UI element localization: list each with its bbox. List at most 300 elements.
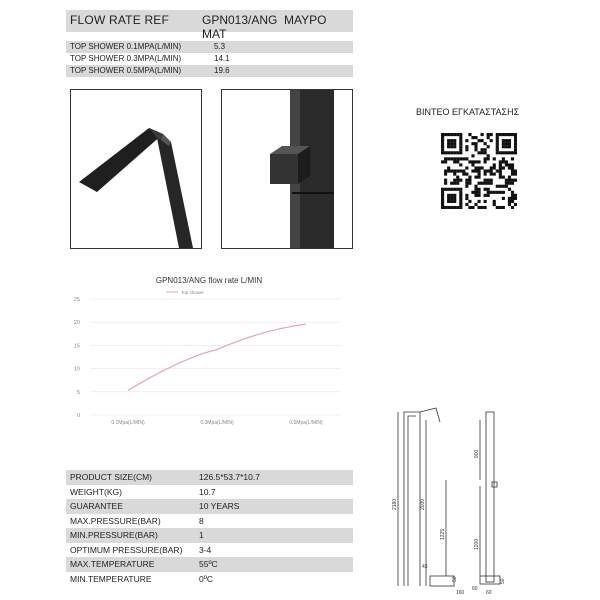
qr-module [444, 173, 447, 176]
qr-module [450, 133, 453, 136]
qr-module [459, 194, 462, 197]
qr-module [459, 169, 462, 172]
qr-module [471, 142, 474, 145]
qr-module [459, 139, 462, 142]
qr-module [453, 157, 456, 160]
qr-module [499, 173, 502, 176]
qr-module [499, 166, 502, 169]
qr-module [459, 142, 462, 145]
qr-module [471, 206, 474, 209]
qr-module [447, 145, 450, 148]
flow-rate-chart [66, 267, 353, 426]
qr-module [514, 145, 517, 148]
qr-module [490, 182, 493, 185]
qr-module [487, 194, 490, 197]
qr-module [511, 163, 514, 166]
flow-rate-value: 19.6 [214, 66, 230, 75]
x-tick-label: 0.1Mpa(L/MIN) [111, 420, 145, 426]
qr-module [511, 151, 514, 154]
qr-module [514, 169, 517, 172]
qr-module [508, 197, 511, 200]
qr-module [481, 206, 484, 209]
qr-module [444, 188, 447, 191]
qr-module [499, 176, 502, 179]
spec-label: WEIGHT(KG) [70, 486, 122, 497]
qr-module [441, 188, 444, 191]
qr-module [447, 200, 450, 203]
qr-module [477, 151, 480, 154]
qr-module [450, 145, 453, 148]
qr-module [453, 169, 456, 172]
qr-module [441, 197, 444, 200]
qr-module [502, 139, 505, 142]
qr-module [505, 139, 508, 142]
qr-module [511, 166, 514, 169]
qr-module [511, 182, 514, 185]
qr-module [477, 191, 480, 194]
chart-svg [66, 267, 353, 426]
qr-module [477, 194, 480, 197]
qr-module [502, 197, 505, 200]
qr-module [450, 200, 453, 203]
product-color: ΜΑΥΡΟ ΜΑΤ [202, 13, 327, 41]
y-tick-label: 5 [76, 389, 80, 396]
qr-module [502, 160, 505, 163]
qr-module [487, 145, 490, 148]
qr-module [459, 188, 462, 191]
y-tick-label: 15 [73, 343, 80, 350]
qr-module [465, 203, 468, 206]
qr-module [511, 157, 514, 160]
qr-module [477, 166, 480, 169]
qr-module [441, 139, 444, 142]
table-row [66, 572, 353, 587]
qr-module [444, 157, 447, 160]
product-photo-column [221, 89, 353, 249]
qr-module [508, 163, 511, 166]
spec-label: MIN.PRESSURE(BAR) [70, 530, 158, 540]
qr-module [496, 148, 499, 151]
qr-module [441, 160, 444, 163]
qr-module [502, 133, 505, 136]
qr-module [484, 160, 487, 163]
qr-module [514, 197, 517, 200]
qr-module [465, 157, 468, 160]
qr-code-graphic [441, 133, 517, 209]
qr-module [508, 188, 511, 191]
qr-module [505, 185, 508, 188]
qr-module [459, 206, 462, 209]
qr-module [447, 188, 450, 191]
spec-label: OPTIMUM PRESSURE(BAR) [70, 544, 183, 555]
qr-module [499, 191, 502, 194]
qr-module [514, 203, 517, 206]
qr-module [499, 185, 502, 188]
qr-module [474, 169, 477, 172]
dim-label: 160 [456, 590, 465, 595]
qr-module [477, 176, 480, 179]
qr-module [444, 179, 447, 182]
spec-value: 0ºC [199, 573, 213, 584]
qr-module [496, 136, 499, 139]
qr-module [441, 151, 444, 154]
flow-rate-table [66, 41, 353, 77]
qr-module [462, 169, 465, 172]
qr-module [511, 133, 514, 136]
product-photo-head [70, 89, 202, 249]
qr-module [453, 182, 456, 185]
qr-module [484, 173, 487, 176]
qr-module [450, 206, 453, 209]
qr-module [487, 136, 490, 139]
qr-module [490, 133, 493, 136]
qr-module [456, 169, 459, 172]
qr-module [465, 179, 468, 182]
qr-module [484, 206, 487, 209]
qr-module [468, 176, 471, 179]
table-row [66, 543, 353, 558]
qr-module [453, 200, 456, 203]
qr-module [441, 133, 444, 136]
qr-module [477, 182, 480, 185]
qr-code-icon[interactable] [441, 133, 517, 214]
qr-module [508, 166, 511, 169]
spec-value: 10.7 [199, 486, 216, 497]
qr-module [481, 133, 484, 136]
qr-module [450, 194, 453, 197]
qr-module [505, 160, 508, 163]
qr-module [465, 173, 468, 176]
qr-module [447, 197, 450, 200]
qr-module [450, 169, 453, 172]
installation-video-label: ΒΙΝΤΕΟ ΕΓΚΑΤΑΣΤΑΣΗΣ [416, 107, 520, 117]
qr-module [441, 191, 444, 194]
qr-module [514, 139, 517, 142]
qr-module [511, 200, 514, 203]
qr-module [487, 182, 490, 185]
qr-module [477, 188, 480, 191]
qr-module [502, 145, 505, 148]
qr-module [514, 148, 517, 151]
qr-module [444, 151, 447, 154]
chart-title: GPN013/ANG flow rate L/MIN [155, 276, 263, 285]
qr-module [468, 206, 471, 209]
qr-module [514, 151, 517, 154]
qr-module [477, 200, 480, 203]
spec-value: 126.5*53.7*10.7 [199, 472, 260, 482]
qr-module [493, 166, 496, 169]
qr-module [511, 179, 514, 182]
qr-module [462, 173, 465, 176]
qr-module [441, 206, 444, 209]
qr-module [493, 157, 496, 160]
qr-module [450, 151, 453, 154]
qr-module [459, 191, 462, 194]
qr-module [481, 182, 484, 185]
spec-label: GUARANTEE [70, 501, 123, 511]
spec-value: 10 YEARS [199, 501, 240, 511]
qr-module [441, 136, 444, 139]
qr-module [496, 139, 499, 142]
dim-label: 50 [452, 576, 458, 582]
qr-module [474, 185, 477, 188]
dim-label: 1200 [474, 538, 480, 550]
qr-module [450, 139, 453, 142]
y-tick-label: 20 [73, 320, 80, 327]
qr-module [508, 176, 511, 179]
qr-module [496, 142, 499, 145]
qr-module [484, 148, 487, 151]
qr-module [487, 188, 490, 191]
qr-module [474, 136, 477, 139]
qr-module [453, 145, 456, 148]
qr-module [496, 145, 499, 148]
qr-module [459, 203, 462, 206]
legend-label: Top shower [181, 290, 205, 295]
y-tick-label: 10 [73, 366, 80, 373]
qr-module [474, 194, 477, 197]
qr-module [499, 151, 502, 154]
qr-module [456, 157, 459, 160]
series-line [128, 324, 306, 390]
qr-module [441, 203, 444, 206]
qr-module [502, 191, 505, 194]
dim-label: 900 [474, 449, 480, 458]
qr-module [441, 148, 444, 151]
qr-module [453, 188, 456, 191]
technical-drawing [390, 400, 520, 600]
qr-module [456, 179, 459, 182]
qr-module [481, 151, 484, 154]
qr-module [477, 139, 480, 142]
qr-module [465, 148, 468, 151]
qr-module [468, 182, 471, 185]
qr-module [459, 136, 462, 139]
qr-module [490, 191, 493, 194]
qr-module [477, 160, 480, 163]
qr-module [493, 163, 496, 166]
qr-module [499, 206, 502, 209]
qr-module [505, 142, 508, 145]
qr-module [484, 182, 487, 185]
table-row [66, 557, 353, 572]
qr-module [511, 197, 514, 200]
qr-module [474, 203, 477, 206]
qr-module [465, 139, 468, 142]
qr-module [484, 142, 487, 145]
qr-module [471, 169, 474, 172]
qr-module [477, 206, 480, 209]
qr-module [499, 169, 502, 172]
qr-module [487, 154, 490, 157]
qr-module [474, 188, 477, 191]
qr-module [487, 157, 490, 160]
qr-module [456, 182, 459, 185]
qr-module [502, 185, 505, 188]
qr-module [505, 182, 508, 185]
qr-module [493, 203, 496, 206]
qr-module [456, 133, 459, 136]
flow-rate-label: TOP SHOWER 0.1MPA(L/MIN) [70, 42, 182, 51]
qr-module [459, 145, 462, 148]
table-row [66, 53, 353, 65]
qr-module [499, 133, 502, 136]
qr-module [508, 182, 511, 185]
qr-module [444, 206, 447, 209]
qr-module [471, 136, 474, 139]
qr-module [511, 191, 514, 194]
qr-module [484, 169, 487, 172]
qr-module [453, 142, 456, 145]
x-tick-label: 0.3Mpa(L/MIN) [200, 420, 234, 426]
qr-module [484, 194, 487, 197]
qr-module [456, 188, 459, 191]
qr-module [484, 200, 487, 203]
table-row [66, 514, 353, 529]
qr-module [511, 194, 514, 197]
qr-module [496, 185, 499, 188]
qr-module [493, 173, 496, 176]
qr-module [468, 160, 471, 163]
qr-module [502, 206, 505, 209]
flow-rate-label: TOP SHOWER 0.3MPA(L/MIN) [70, 54, 182, 63]
qr-module [471, 160, 474, 163]
qr-module [481, 166, 484, 169]
qr-module [502, 142, 505, 145]
qr-module [459, 148, 462, 151]
qr-module [468, 179, 471, 182]
qr-module [465, 166, 468, 169]
qr-module [499, 160, 502, 163]
qr-module [474, 148, 477, 151]
qr-module [465, 185, 468, 188]
dim-label: 2180 [392, 498, 398, 510]
qr-module [514, 142, 517, 145]
spec-value: 8 [199, 515, 204, 526]
flow-rate-label: TOP SHOWER 0.5MPA(L/MIN) [70, 66, 182, 75]
qr-module [441, 145, 444, 148]
qr-module [502, 166, 505, 169]
qr-module [444, 160, 447, 163]
qr-module [441, 142, 444, 145]
table-row [66, 528, 353, 543]
qr-module [447, 133, 450, 136]
flow-rate-header [66, 10, 353, 41]
qr-module [459, 200, 462, 203]
table-row [66, 485, 353, 500]
qr-module [465, 194, 468, 197]
qr-module [502, 157, 505, 160]
qr-module [487, 191, 490, 194]
dimension-drawing [390, 400, 520, 595]
qr-module [447, 151, 450, 154]
qr-module [471, 154, 474, 157]
qr-module [453, 197, 456, 200]
qr-module [444, 182, 447, 185]
qr-module [508, 142, 511, 145]
qr-module [508, 203, 511, 206]
qr-module [487, 169, 490, 172]
qr-module [474, 142, 477, 145]
qr-module [493, 191, 496, 194]
qr-module [447, 166, 450, 169]
qr-module [511, 169, 514, 172]
qr-module [481, 139, 484, 142]
qr-module [441, 194, 444, 197]
qr-module [450, 182, 453, 185]
qr-module [514, 194, 517, 197]
qr-module [474, 191, 477, 194]
product-code-value: GPN013/ANG [202, 13, 278, 27]
qr-module [508, 145, 511, 148]
qr-module [511, 206, 514, 209]
qr-module [459, 157, 462, 160]
qr-module [459, 151, 462, 154]
qr-module [447, 194, 450, 197]
shower-head-image [71, 90, 201, 248]
spec-label: MAX.PRESSURE(BAR) [70, 515, 161, 526]
qr-module [456, 160, 459, 163]
qr-module [511, 173, 514, 176]
qr-module [453, 160, 456, 163]
qr-module [453, 139, 456, 142]
qr-module [453, 173, 456, 176]
dim-label: 60 [486, 590, 492, 595]
spec-label: MAX.TEMPERATURE [70, 559, 155, 569]
qr-module [508, 139, 511, 142]
qr-module [502, 151, 505, 154]
table-row [66, 41, 353, 53]
qr-module [496, 191, 499, 194]
qr-module [447, 169, 450, 172]
qr-module [474, 160, 477, 163]
qr-module [505, 163, 508, 166]
qr-module [444, 133, 447, 136]
qr-module [450, 197, 453, 200]
qr-module [496, 206, 499, 209]
qr-module [447, 139, 450, 142]
qr-module [514, 133, 517, 136]
qr-module [459, 179, 462, 182]
qr-module [444, 169, 447, 172]
qr-module [462, 157, 465, 160]
qr-module [505, 145, 508, 148]
dim-label: 1225 [440, 528, 446, 540]
qr-module [505, 179, 508, 182]
qr-module [447, 206, 450, 209]
qr-module [465, 182, 468, 185]
qr-module [447, 142, 450, 145]
qr-module [453, 206, 456, 209]
qr-module [459, 163, 462, 166]
qr-module [456, 151, 459, 154]
qr-module [453, 179, 456, 182]
y-tick-label: 0 [76, 413, 80, 419]
qr-module [477, 169, 480, 172]
qr-module [468, 133, 471, 136]
qr-module [484, 179, 487, 182]
dim-label: 50 [500, 578, 506, 584]
shower-column-image [222, 90, 352, 248]
qr-module [456, 206, 459, 209]
spec-value: 55ºC [199, 559, 218, 569]
qr-module [490, 139, 493, 142]
qr-module [450, 188, 453, 191]
qr-module [441, 200, 444, 203]
dim-label: 2030 [420, 498, 426, 510]
qr-module [514, 173, 517, 176]
spec-label: MIN.TEMPERATURE [70, 573, 152, 584]
